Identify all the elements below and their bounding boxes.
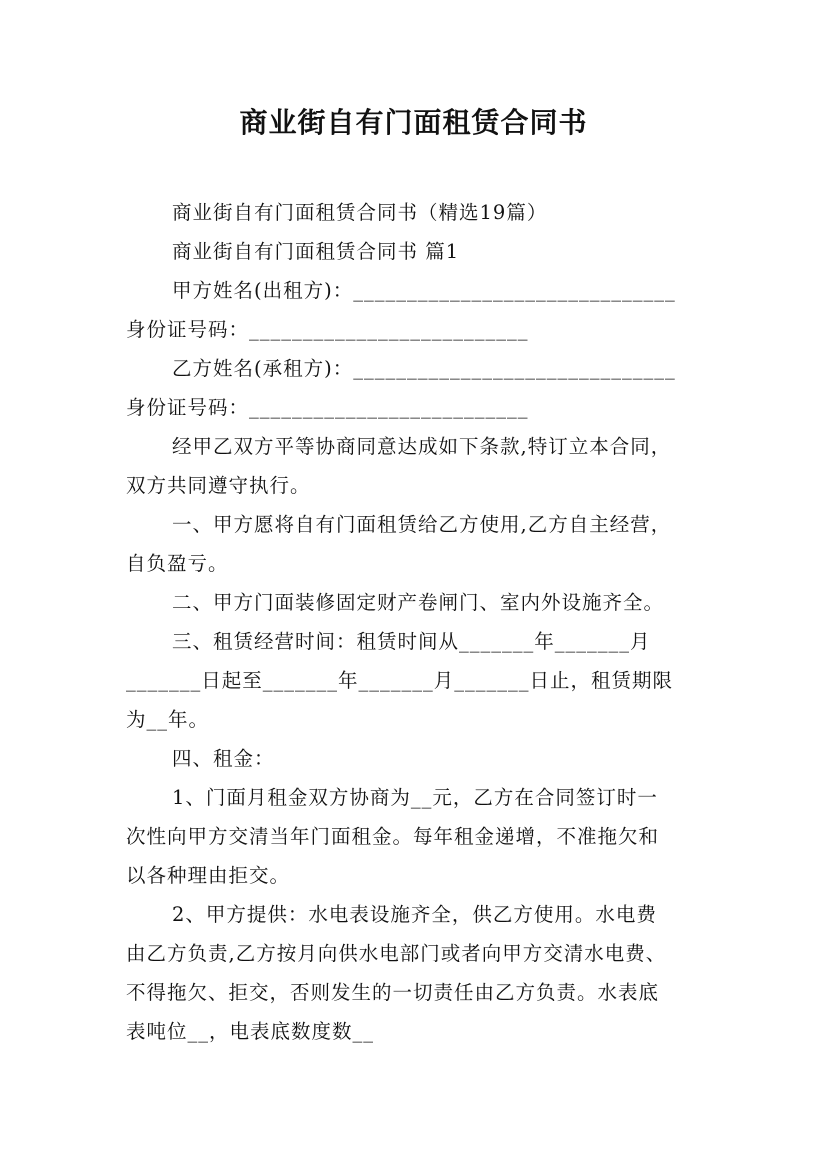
document-paragraph: 身份证号码：__________________________ <box>126 396 529 419</box>
document-paragraph: 甲方姓名(出租方)：______________________________ <box>172 279 676 302</box>
document-paragraph: 双方共同遵守执行。 <box>126 474 311 497</box>
document-paragraph: 由乙方负责,乙方按月向供水电部门或者向甲方交清水电费、 <box>126 942 667 965</box>
document-paragraph: 为__年。 <box>126 708 210 731</box>
document-paragraph: 经甲乙双方平等协商同意达成如下条款,特订立本合同， <box>172 435 672 458</box>
document-paragraph: _______日起至_______年_______月_______日止，租赁期限 <box>126 669 674 692</box>
document-paragraph: 四、租金： <box>172 747 275 770</box>
document-paragraph: 以各种理由拒交。 <box>126 864 291 887</box>
document-title: 商业街自有门面租赁合同书 <box>239 106 588 139</box>
document-paragraph: 身份证号码：__________________________ <box>126 318 529 341</box>
document-paragraph: 商业街自有门面租赁合同书 篇1 <box>172 240 460 263</box>
document-paragraph: 三、租赁经营时间：租赁时间从_______年_______月 <box>172 630 651 653</box>
document-paragraph: 乙方姓名(承租方)：______________________________ <box>172 357 676 380</box>
document-paragraph: 2、甲方提供：水电表设施齐全，供乙方使用。水电费 <box>172 903 657 926</box>
document-paragraph: 次性向甲方交清当年门面租金。每年租金递增，不准拖欠和 <box>126 825 660 848</box>
document-body <box>126 193 706 1051</box>
document-paragraph: 1、门面月租金双方协商为__元，乙方在合同签订时一 <box>172 786 658 809</box>
document-paragraph: 自负盈亏。 <box>126 552 229 575</box>
document-paragraph: 商业街自有门面租赁合同书（精选19篇） <box>172 201 548 224</box>
document-paragraph: 二、甲方门面装修固定财产卷闸门、室内外设施齐全。 <box>172 591 665 614</box>
document-paragraph: 表吨位__，电表底数度数__ <box>126 1020 375 1043</box>
document-paragraph: 不得拖欠、拒交，否则发生的一切责任由乙方负责。水表底 <box>126 981 660 1004</box>
document-paragraph: 一、甲方愿将自有门面租赁给乙方使用,乙方自主经营， <box>172 513 672 536</box>
